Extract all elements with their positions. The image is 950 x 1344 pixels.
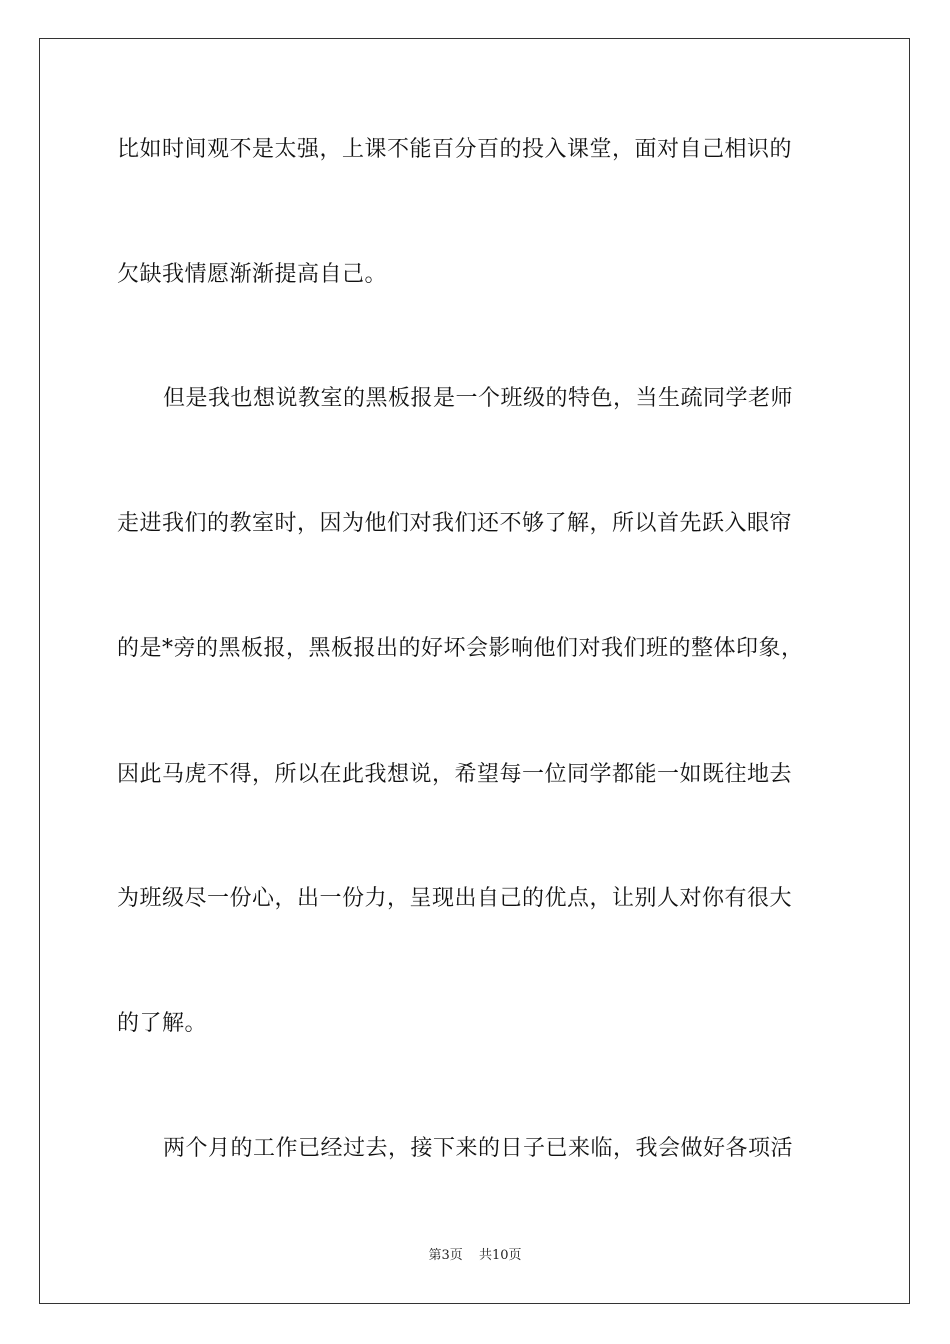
- paragraph-start-line: 两个月的工作已经过去，接下来的日子已来临，我会做好各项活: [163, 1136, 794, 1161]
- page-border: [39, 38, 910, 1304]
- text-line: 比如时间观不是太强，上课不能百分百的投入课堂，面对自己相识的: [117, 137, 793, 162]
- page-footer: [0, 1247, 950, 1265]
- paragraph-start-line: 但是我也想说教室的黑板报是一个班级的特色，当生疏同学老师: [163, 386, 794, 411]
- page-number: 第3页: [428, 1248, 463, 1263]
- text-line: 走进我们的教室时，因为他们对我们还不够了解，所以首先跃入眼帘: [117, 511, 793, 536]
- text-line: 的是*旁的黑板报，黑板报出的好坏会影响他们对我们班的整体印象，: [117, 636, 804, 661]
- page-total: 共10页: [478, 1248, 522, 1263]
- text-line: 为班级尽一份心，出一份力，呈现出自己的优点，让别人对你有很大: [117, 886, 793, 911]
- text-line: 因此马虎不得，所以在此我想说，希望每一位同学都能一如既往地去: [117, 762, 793, 787]
- text-line: 欠缺我情愿渐渐提高自己。: [117, 262, 388, 287]
- text-line: 的了解。: [117, 1011, 208, 1036]
